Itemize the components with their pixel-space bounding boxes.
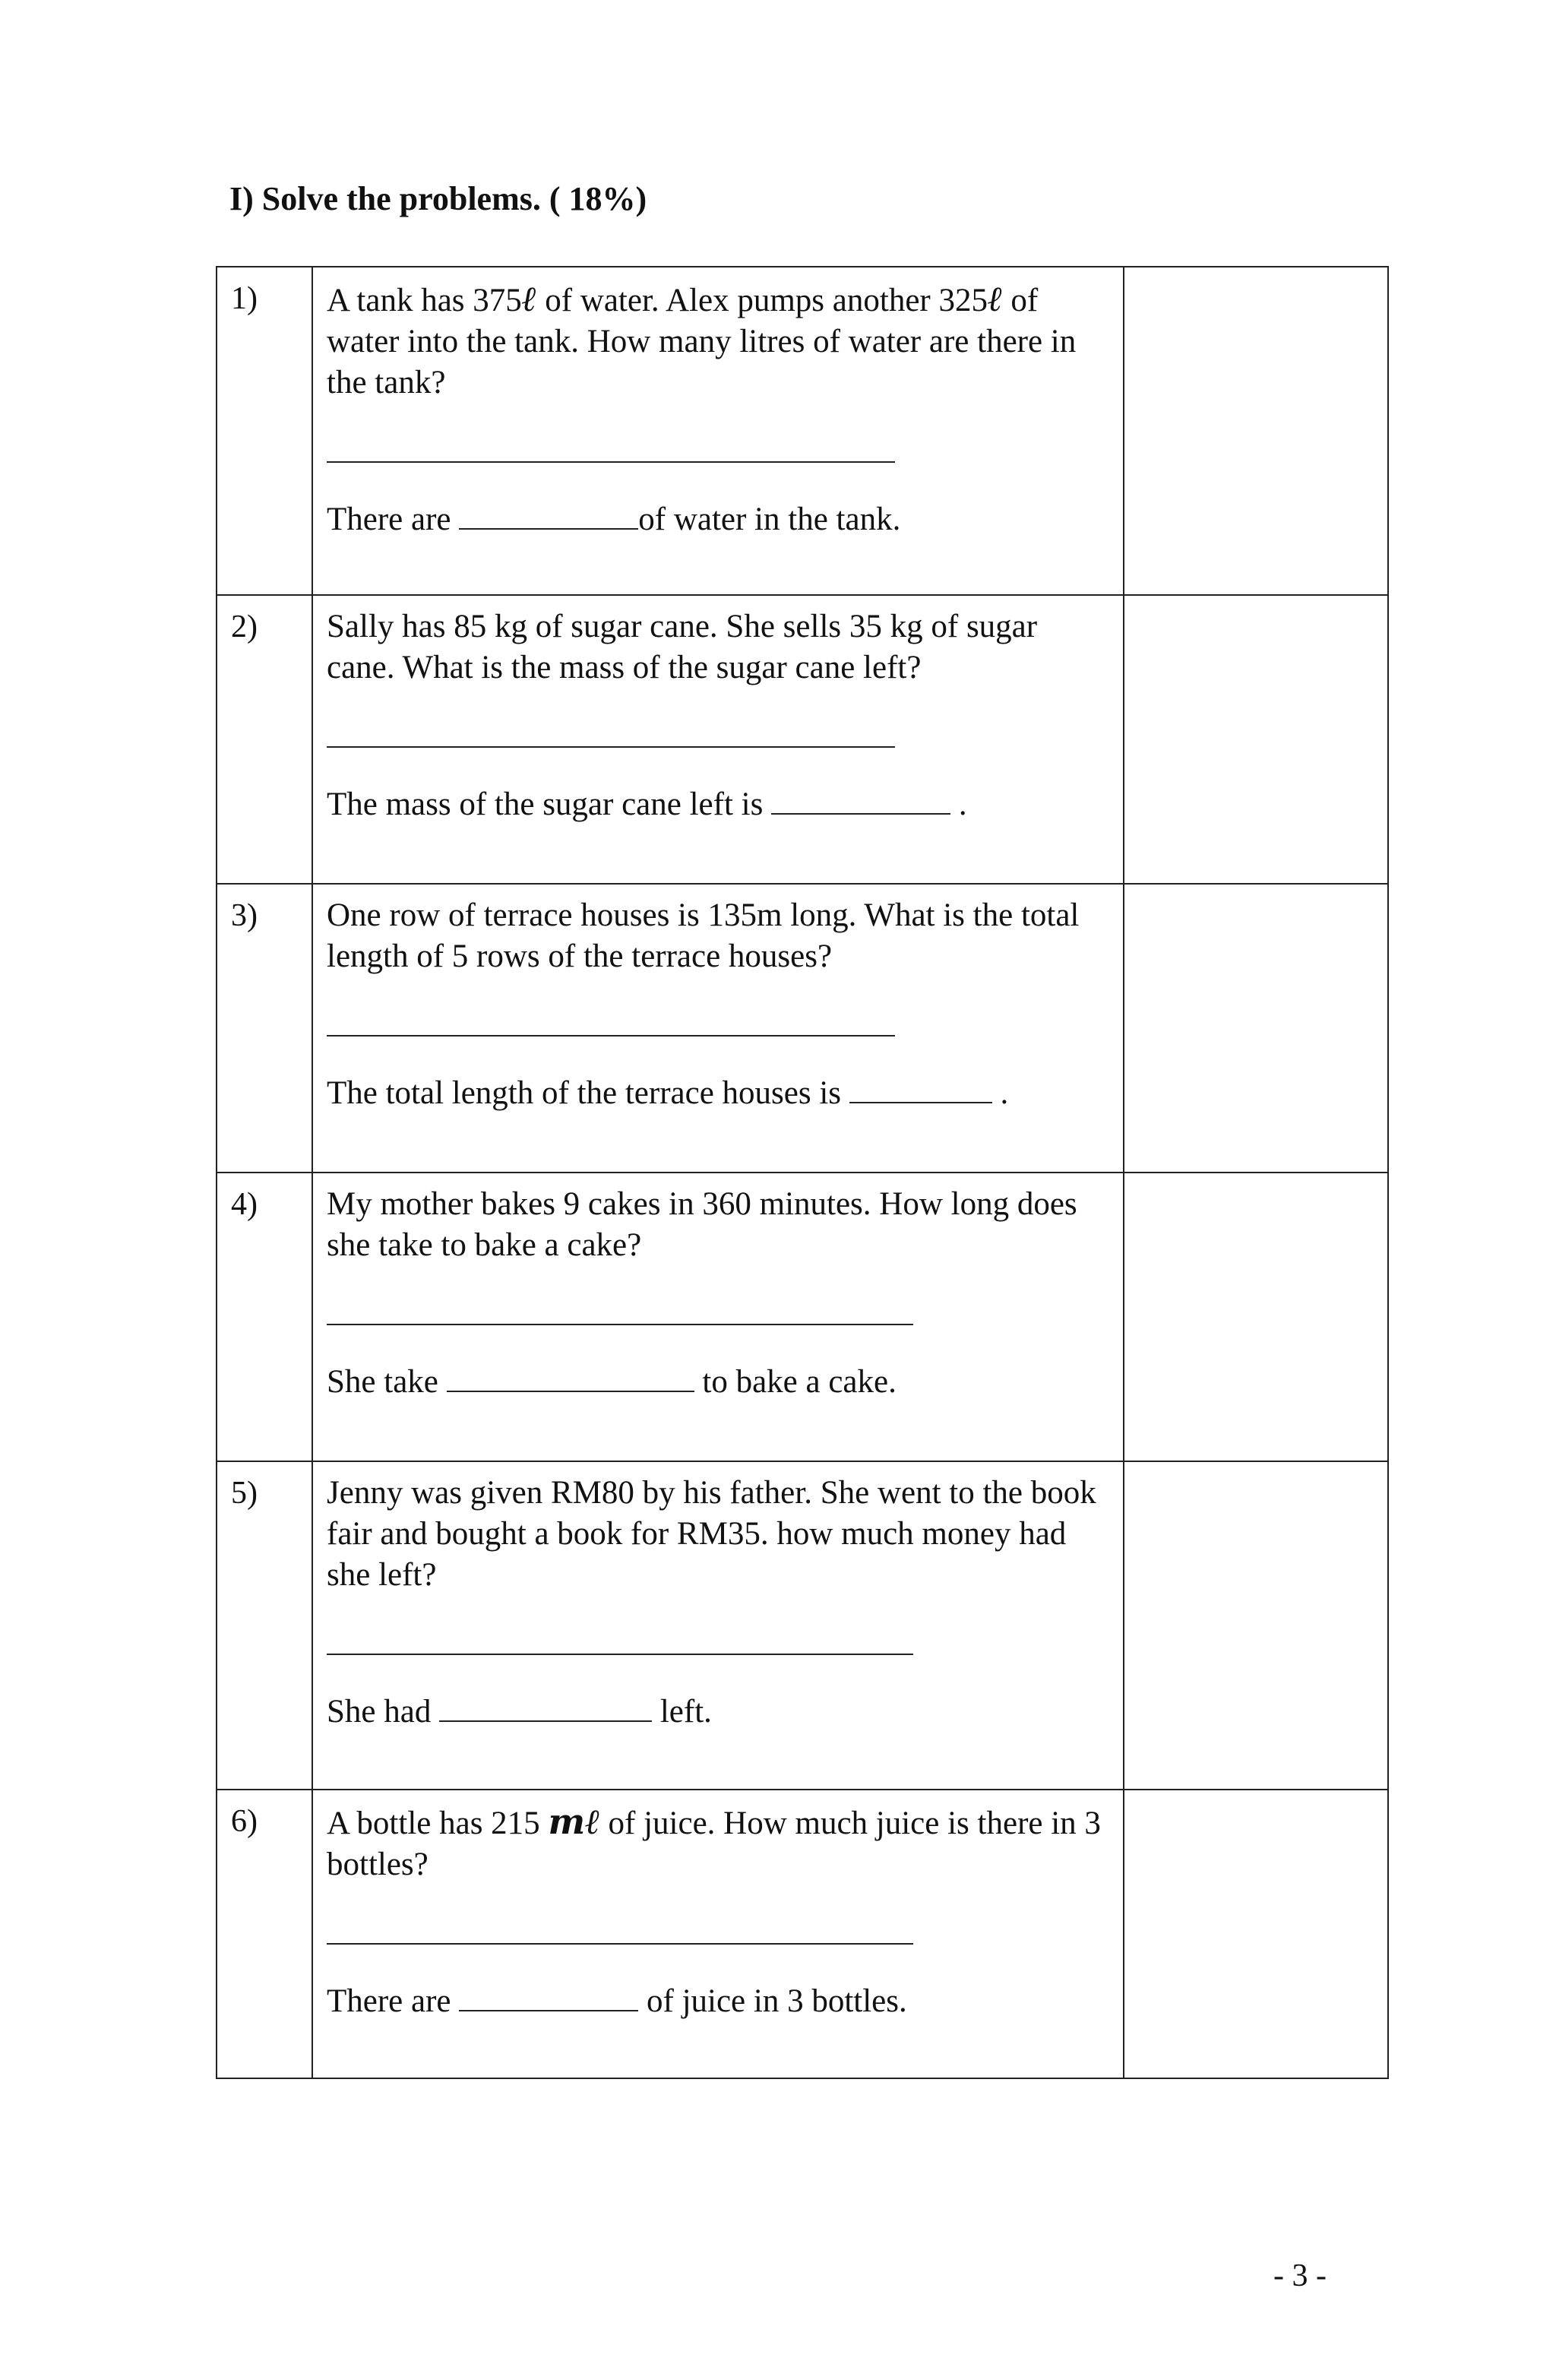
problem-cell (312, 1790, 1124, 2078)
problems-table (216, 266, 1389, 2079)
problem-cell (312, 1461, 1124, 1790)
answer-blank[interactable] (771, 786, 950, 815)
answer-box[interactable] (1124, 1173, 1388, 1461)
question-text: One row of terrace houses is 135m long. What is the total length of 5 rows of the terrace houses? (327, 897, 1080, 974)
problem-number: 3) (217, 884, 312, 1173)
litre-symbol: ℓ (987, 278, 1003, 319)
answer-statement: There are of juice in 3 bottles. (327, 1983, 907, 2019)
problem-row-4 (217, 1173, 1388, 1461)
page-number: - 3 - (1273, 2258, 1327, 2293)
answer-blank[interactable] (447, 1363, 694, 1392)
answer-blank[interactable] (439, 1693, 652, 1722)
answer-box[interactable] (1124, 267, 1388, 595)
question-text: Jenny was given RM80 by his father. She went to the book fair and bought a book for RM35. how much money had she left? (327, 1475, 1096, 1593)
answer-box[interactable] (1124, 595, 1388, 884)
millilitre-symbol: mℓ (548, 1801, 600, 1842)
problem-number: 1) (217, 267, 312, 595)
answer-blank[interactable] (459, 501, 638, 530)
question-text: A tank has 375ℓ of water. Alex pumps another 325ℓ of water into the tank. How many litres of water are there in the tank? (327, 278, 1077, 400)
working-line[interactable] (327, 1619, 913, 1655)
working-line[interactable] (327, 426, 895, 463)
working-line[interactable] (327, 1908, 913, 1945)
answer-statement: She had left. (327, 1694, 712, 1730)
section-heading: I) Solve the problems. ( 18%) (229, 180, 647, 217)
answer-box[interactable] (1124, 1461, 1388, 1790)
problem-cell (312, 884, 1124, 1173)
answer-blank[interactable] (459, 1983, 638, 2011)
problem-row-5 (217, 1461, 1388, 1790)
answer-box[interactable] (1124, 884, 1388, 1173)
problem-number: 6) (217, 1790, 312, 2078)
answer-blank[interactable] (849, 1074, 992, 1103)
problem-number: 2) (217, 595, 312, 884)
problem-row-6 (217, 1790, 1388, 2078)
problem-number: 5) (217, 1461, 312, 1790)
answer-statement: The mass of the sugar cane left is . (327, 786, 967, 822)
answer-statement: She take to bake a cake. (327, 1364, 897, 1400)
working-line[interactable] (327, 711, 895, 748)
question-text: A bottle has 215 mℓ of juice. How much juice is there in 3 bottles? (327, 1801, 1101, 1882)
problem-row-1 (217, 267, 1388, 595)
problem-cell (312, 595, 1124, 884)
litre-symbol: ℓ (521, 278, 537, 319)
problem-row-3 (217, 884, 1388, 1173)
answer-statement: There are of water in the tank. (327, 502, 901, 537)
answer-statement: The total length of the terrace houses is . (327, 1075, 1009, 1111)
problem-cell (312, 1173, 1124, 1461)
problem-number: 4) (217, 1173, 312, 1461)
problem-row-2 (217, 595, 1388, 884)
answer-box[interactable] (1124, 1790, 1388, 2078)
question-text: Sally has 85 kg of sugar cane. She sells 35 kg of sugar cane. What is the mass of the sugar cane left? (327, 609, 1038, 685)
question-text: My mother bakes 9 cakes in 360 minutes. How long does she take to bake a cake? (327, 1186, 1077, 1263)
working-line[interactable] (327, 1289, 913, 1325)
problem-cell (312, 267, 1124, 595)
working-line[interactable] (327, 1000, 895, 1037)
